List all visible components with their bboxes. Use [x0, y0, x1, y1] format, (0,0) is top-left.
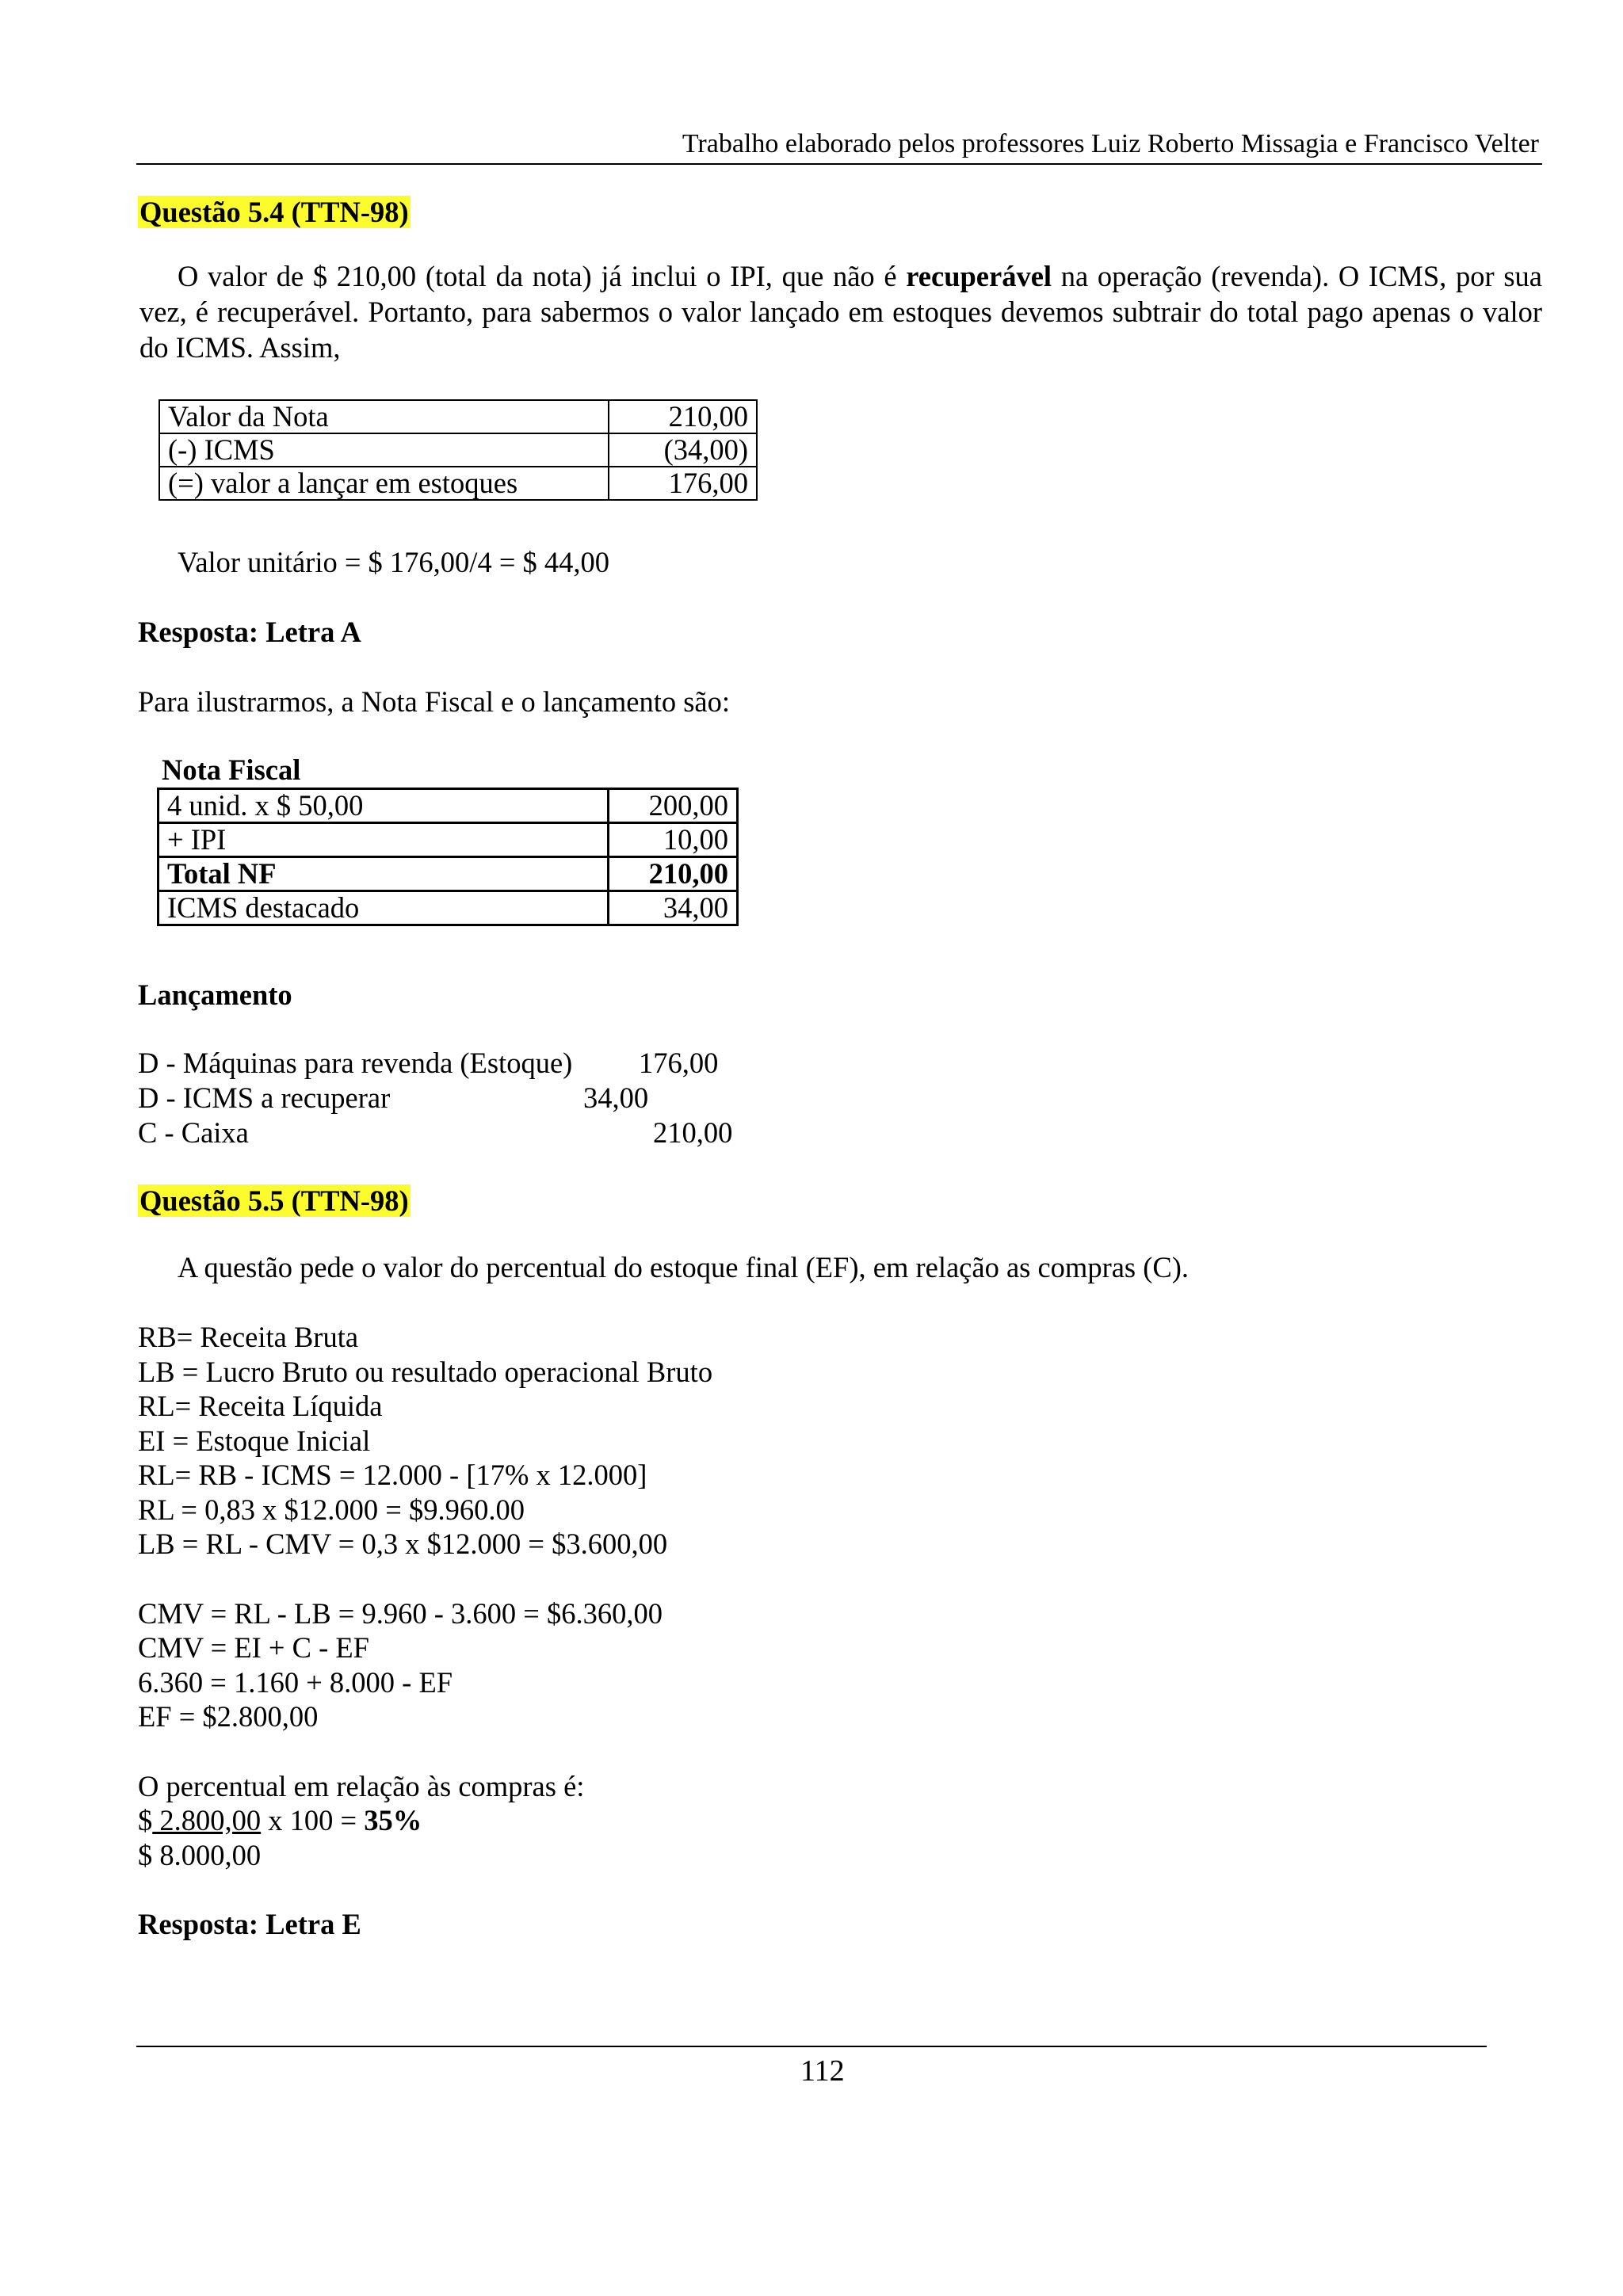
q54-paragraph: O valor de $ 210,00 (total da nota) já inclui o IPI, que não é recuperável na operação (revenda). O ICMS, por sua vez, é recuperável. Portanto, para sabermos o valor lançado em estoques devemos subtrair do total pago apenas o valor do ICMS. Assim, — [139, 260, 1542, 364]
formula-line: CMV = RL - LB = 9.960 - 3.600 = $6.360,00 — [138, 1597, 663, 1630]
percent-intro: O percentual em relação às compras é: — [138, 1770, 585, 1802]
lanc-line-1-value: 176,00 — [639, 1047, 719, 1079]
formula-line: RL= RB - ICMS = 12.000 - [17% x 12.000] — [138, 1459, 647, 1491]
lanc-line-1-label: D - Máquinas para revenda (Estoque) — [138, 1047, 573, 1079]
table-cell-label: + IPI — [158, 823, 609, 857]
q55-answer: Resposta: Letra E — [138, 1908, 361, 1940]
table-cell-label: Valor da Nota — [159, 400, 609, 433]
table-row — [158, 857, 738, 891]
lanc-line-3-value: 210,00 — [653, 1116, 733, 1149]
lanc-line-2-label: D - ICMS a recuperar — [138, 1081, 391, 1114]
nf-title: Nota Fiscal — [162, 753, 301, 786]
formula-line: LB = RL - CMV = 0,3 x $12.000 = $3.600,00 — [138, 1527, 668, 1560]
valor-table — [158, 399, 758, 501]
footer-rule — [136, 2046, 1487, 2047]
q55-intro: A questão pede o valor do percentual do estoque final (EF), em relação as compras (C). — [178, 1251, 1190, 1283]
table-cell-value: 176,00 — [609, 467, 757, 500]
lancamento-title: Lançamento — [138, 978, 292, 1011]
header-rule — [136, 163, 1542, 165]
table-row — [158, 789, 738, 823]
fraction-mid: x 100 = — [261, 1804, 365, 1836]
fraction-denominator: $ 8.000,00 — [138, 1839, 262, 1871]
formula-line: RL = 0,83 x $12.000 = $9.960.00 — [138, 1493, 525, 1526]
table-cell-value: 210,00 — [609, 857, 738, 891]
unit-value-line: Valor unitário = $ 176,00/4 = $ 44,00 — [178, 546, 610, 578]
q55-title: Questão 5.5 (TTN-98) — [139, 1184, 409, 1217]
running-header: Trabalho elaborado pelos professores Luiz Roberto Missagia e Francisco Velter — [682, 129, 1539, 158]
definition-line: RL= Receita Líquida — [138, 1390, 383, 1422]
fraction-line — [138, 1803, 422, 1838]
formula-line: 6.360 = 1.160 + 8.000 - EF — [138, 1666, 453, 1699]
table-cell-value: 34,00 — [609, 891, 738, 925]
table-row — [159, 433, 757, 467]
definition-line: LB = Lucro Bruto ou resultado operacional Bruto — [138, 1356, 713, 1388]
table-row — [159, 467, 757, 500]
table-cell-label: Total NF — [158, 857, 609, 891]
fraction-numerator: 2.800,00 — [152, 1804, 262, 1836]
definition-line: RB= Receita Bruta — [138, 1321, 359, 1353]
table-row — [159, 400, 757, 433]
table-cell-value: 210,00 — [609, 400, 757, 433]
q54-title: Questão 5.4 (TTN-98) — [139, 196, 409, 228]
table-row — [158, 891, 738, 925]
table-cell-label: (-) ICMS — [159, 433, 609, 467]
illustrate-line: Para ilustrarmos, a Nota Fiscal e o lançamento são: — [138, 685, 731, 718]
definition-line: EI = Estoque Inicial — [138, 1425, 371, 1457]
table-cell-value: (34,00) — [609, 433, 757, 467]
fraction-prefix: $ — [138, 1804, 153, 1836]
lanc-line-3-label: C - Caixa — [138, 1116, 249, 1149]
table-cell-value: 10,00 — [609, 823, 738, 857]
table-cell-value: 200,00 — [609, 789, 738, 823]
table-row — [158, 823, 738, 857]
formula-line: CMV = EI + C - EF — [138, 1631, 369, 1664]
formula-line: EF = $2.800,00 — [138, 1700, 319, 1733]
page-number: 112 — [800, 2054, 845, 2088]
q54-answer: Resposta: Letra A — [138, 616, 361, 648]
table-cell-label: (=) valor a lançar em estoques — [159, 467, 609, 500]
lanc-line-2-value: 34,00 — [583, 1081, 649, 1114]
fraction-result: 35% — [364, 1804, 422, 1836]
table-cell-label: ICMS destacado — [158, 891, 609, 925]
table-cell-label: 4 unid. x $ 50,00 — [158, 789, 609, 823]
nota-fiscal-table — [157, 788, 739, 926]
